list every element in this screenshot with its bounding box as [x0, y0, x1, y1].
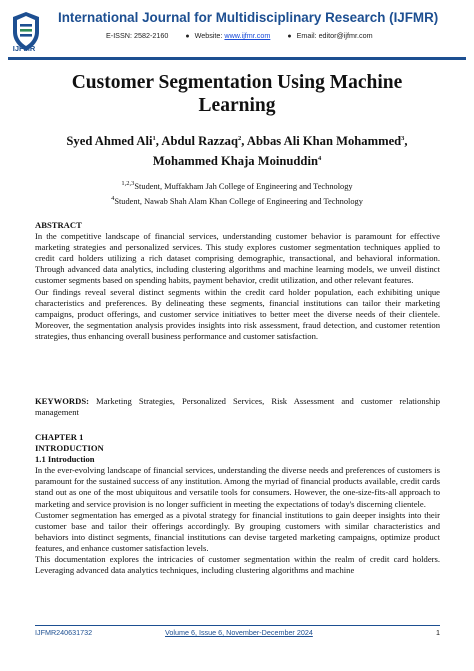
keywords-section — [35, 396, 440, 418]
author-line — [20, 130, 454, 150]
keywords-text: Marketing Strategies, Personalized Services, Risk Assessment and customer relationship management — [35, 396, 440, 418]
affiliation-text: Student, Nawab Shah Alam Khan College of Engineering and Technology — [114, 197, 363, 207]
body-paragraph: In the ever-evolving landscape of financial services, understanding the diverse needs and preferences of customers is paramount for the sustained success of any institution. Among the myriad of financial products available, credit cards stand out as one of the most ubiquitous and versatile tools for consumers. However, the one-size-fits-all approach to marketing and service provision is no longer sufficient in meeting the expectations of today's discerning clientele. — [35, 465, 440, 509]
affiliations — [20, 178, 454, 209]
chapter-title: INTRODUCTION — [35, 443, 104, 454]
abstract-paragraph: In the competitive landscape of financial services, understanding customer behavior is paramount for effective marketing strategies and personalized services. This study explores customer segmentation techniques applied to credit card holders utilizing a rich dataset comprising demographic, transactional, and behavioral information. Through advanced data analytics, including clustering algorithms and machine learning models, we unveil distinct customer segments based on spending habits, payment behavior, credit utilization, and other relevant features. — [35, 231, 440, 286]
title-line: Customer Segmentation Using Machine — [71, 72, 403, 93]
bullet-icon: ● — [287, 33, 292, 40]
affiliation-sup: 1,2,3 — [121, 180, 135, 187]
author-sup: 4 — [317, 155, 322, 163]
author-separator: , — [241, 134, 247, 149]
author-name: Mohammed Khaja Moinuddin — [152, 154, 318, 169]
bullet-icon: ● — [185, 33, 190, 40]
journal-header — [0, 0, 474, 62]
author-name: Abdul Razzaq — [161, 134, 238, 149]
header-divider — [8, 57, 466, 60]
author-name: Abbas Ali Khan Mohammed — [246, 134, 402, 149]
page-number: 1 — [436, 628, 440, 637]
journal-info-bar — [106, 31, 373, 40]
author-separator: , — [404, 134, 408, 149]
affiliation — [20, 178, 454, 193]
author-list — [20, 130, 454, 170]
body-paragraph: Customer segmentation has emerged as a pivotal strategy for financial institutions to gain deeper insights into their customer base and tailor their offerings accordingly. By grouping customers with similar characteristics and behaviors into distinct segments, financial institutions can devise targeted marketing campaigns, optimize product features, and enhance customer satisfaction levels. — [35, 509, 440, 553]
author-separator: , — [155, 134, 162, 149]
affiliation-text: Student, Muffakham Jah College of Engineering and Technology — [134, 181, 353, 191]
page-footer — [35, 628, 440, 640]
author-name: Syed Ahmed Ali — [66, 134, 153, 149]
keywords-label: KEYWORDS: — [35, 396, 89, 406]
abstract-paragraph: Our findings reveal several distinct segments within the credit card holder population, each exhibiting unique characteristics and preferences. By delineating these segments, financial institutions can tailor their marketing campaigns, product offerings, and customer service initiatives to better meet the diverse needs of their clientele. Moreover, the segmentation analysis provides insights into risk assessment, fraud detection, and customer retention strategies, thus enhancing overall business performance and customer satisfaction. — [35, 286, 440, 341]
chapter-label: CHAPTER 1 — [35, 432, 84, 442]
abstract-section — [35, 220, 440, 342]
issn: E-ISSN: 2582-2160 — [106, 31, 169, 40]
chapter-section — [35, 432, 440, 576]
author-line — [20, 150, 454, 170]
section-title: 1.1 Introduction — [35, 454, 95, 465]
abstract-heading: ABSTRACT — [35, 220, 82, 230]
author-sup: 2 — [238, 135, 242, 142]
affiliation-sup: 4 — [111, 195, 115, 203]
email-label: Email: — [296, 31, 317, 40]
title-line: Learning — [198, 95, 276, 116]
email-address[interactable]: editor@ijfmr.com — [318, 31, 373, 40]
volume-issue: Volume 6, Issue 6, November-December 2024 — [165, 628, 313, 637]
author-sup: 1 — [152, 135, 156, 142]
affiliation — [20, 193, 454, 208]
logo-text: IJFMR — [12, 44, 36, 53]
journal-title: International Journal for Multidisciplinary Research (IJFMR) — [58, 10, 439, 25]
paper-title — [20, 71, 454, 117]
body-paragraph: This documentation explores the intricacies of customer segmentation within the realm of credit card holders. Leveraging advanced data analytics techniques, including clustering algorithms and machine — [35, 554, 440, 576]
author-sup: 3 — [401, 135, 405, 142]
website-label: Website: — [194, 31, 223, 40]
website-link[interactable]: www.ijfmr.com — [224, 31, 271, 40]
paper-id: IJFMR240631732 — [35, 628, 93, 637]
footer-divider — [35, 625, 440, 626]
